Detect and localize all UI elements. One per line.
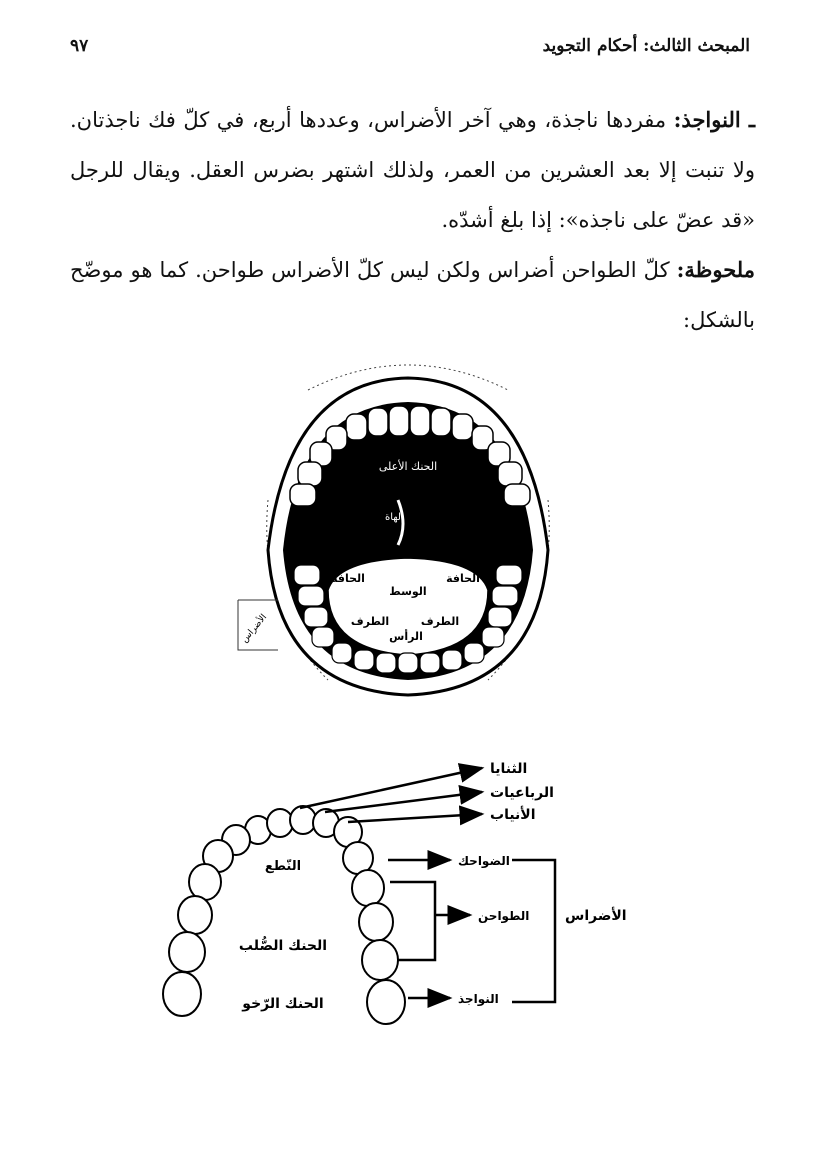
label-tongue-mid: الوسط (389, 585, 427, 598)
paragraph-note (70, 245, 755, 345)
page-body (70, 95, 755, 345)
label-grinders: الطواحن (478, 909, 530, 923)
label-molars: الأضراس (239, 612, 270, 645)
mouth-diagram (239, 350, 568, 710)
label-ridge: النّطع (264, 859, 302, 874)
note-lead: ملحوظة: (676, 257, 755, 282)
label-incisors: الثنايا (490, 761, 528, 777)
mouth-figure (239, 350, 568, 710)
label-canines: الأنياب (490, 807, 536, 823)
label-wisdom: النواجذ (458, 992, 499, 1006)
grinders-bracket (390, 882, 435, 960)
label-uvula: لهاة (385, 512, 401, 523)
chapter-title: المبحث الثالث: أحكام التجويد (542, 36, 750, 56)
arch-figure (140, 740, 660, 1040)
label-tip-left: الطرف (350, 615, 390, 628)
label-laterals: الرباعيات (490, 785, 554, 801)
label-tip-right: الطرف (420, 615, 460, 628)
note-text: كلّ الطواحن أضراس ولكن ليس كلّ الأضراس طواحن. كما هو موضّح بالشكل: (70, 258, 755, 332)
paragraph-nawajidh (70, 95, 755, 245)
label-head: الرأس (389, 630, 423, 643)
arch-teeth (163, 806, 405, 1024)
label-edge-right: الحافة (446, 572, 480, 585)
paragraph-text: مفردها ناجذة، وهي آخر الأضراس، وعددها أربع، في كلّ فك ناجذتان. ولا تنبت إلا بعد العشرين من العمر، ولذلك اشتهر بضرس العقل. ويقال للرجل «قد عضّ على ناجذه»: إذا بلغ أشدّه. (70, 108, 755, 232)
label-hard-palate: الحنك الصُّلب (238, 938, 328, 954)
label-soft-palate: الحنك الرّخو (242, 996, 324, 1012)
label-edge-left: الحافة (331, 572, 365, 585)
page-header (70, 36, 755, 66)
molars-bracket (512, 860, 555, 1002)
arch-diagram (140, 740, 660, 1040)
paragraph-lead: ـ النواجذ: (673, 107, 755, 132)
label-premolars: الضواحك (458, 854, 510, 868)
label-palate: الحنك الأعلى (378, 460, 438, 473)
label-molars: الأضراس (565, 908, 627, 924)
page-number: ٩٧ (70, 36, 89, 56)
